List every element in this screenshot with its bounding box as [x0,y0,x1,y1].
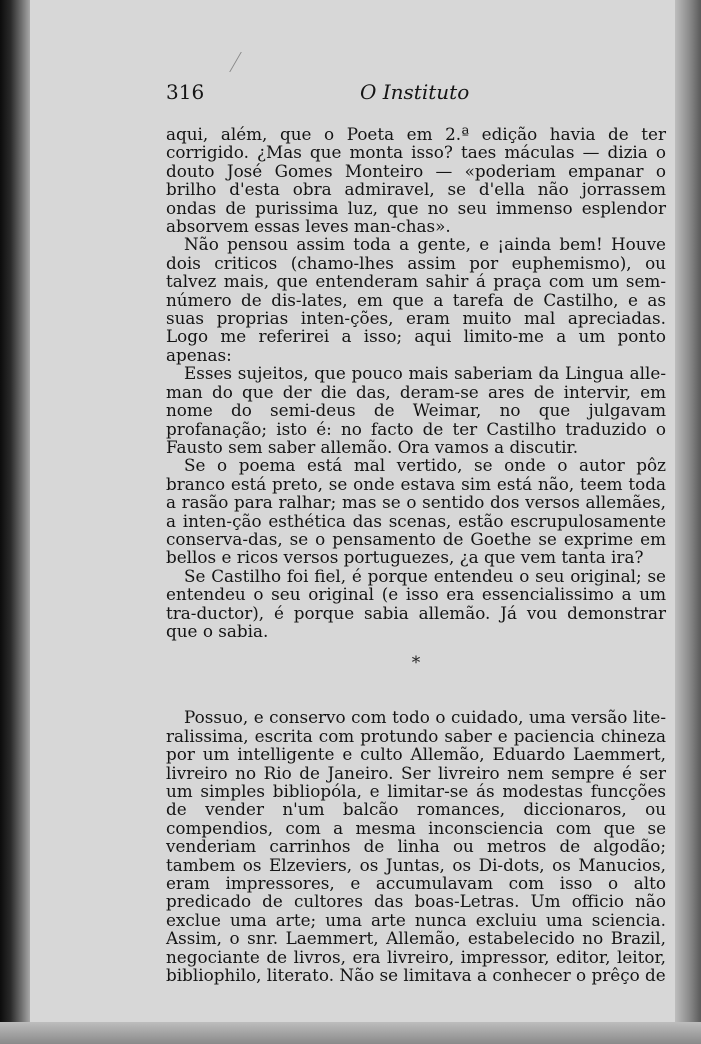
paragraph-6: Possuo, e conservo com todo o cuidado, uma versão lite-ralissima, escrita com protundo saber e paciencia chineza por um intelligente e culto Allemão, Eduardo Laemmert, livreiro no Rio de Janeiro. Ser livreiro nem sempre é ser um simples bibliopóla, e limitar-se ás modestas funcções de vender n'um balcão romances, diccionaros, ou compendios, com a mesma inconsciencia com que se venderiam carrinhos de linha ou metros de algodão; tambem os Elzeviers, os Juntas, os Di-dots, os Manucios, eram impressores, e accumulavam com isso o alto predicado de cultores das boas-Letras. Um officio não exclue uma arte; uma arte nunca excluiu uma sciencia. Assim, o snr. Laemmert, Allemão, estabelecido no Brazil, negociante de livros, era livreiro, impressor, editor, leitor, bibliophilo, literato. Não se limitava a conhecer o prêço de [166,707,666,986]
page-stack-edge-bottom [0,1022,701,1044]
section-separator: * [411,653,421,674]
paragraph-1: aqui, além, que o Poeta em 2.ª edição havia de ter corrigido. ¿Mas que monta isso? taes máculas — dizia o douto José Gomes Monteiro — «poderiam empanar o brilho d'esta obra admiravel, se d'ella não jorrassem ondas de purissima luz, que no seu immenso esplendor absorvem essas leves man-chas». [166,124,666,237]
page-stack-edge-right [675,0,701,1044]
running-title: O Instituto [360,80,470,104]
book-binding-shadow [0,0,30,1044]
body-text [166,125,666,984]
book-page [30,0,675,1022]
paragraph-5: Se Castilho foi fiel, é porque entendeu o seu original; se entendeu o seu original (e isso era essencialissimo a um tra-ductor), é porque sabia allemão. Já vou demonstrar que o sabia. [166,565,666,641]
paragraph-4: Se o poema está mal vertido, se onde o autor pôz branco está preto, se onde estava sim está não, teem toda a rasão para ralhar; mas se o sentido dos versos allemães, a inten-ção esthética das scenas, estão escrupulosamente conserva-das, se o pensamento de Goethe se exprime em bellos e ricos versos portuguezes, ¿a que vem tanta ira? [166,455,666,568]
pencil-mark [229,52,256,72]
page-number: 316 [166,80,205,104]
paragraph-2: Não pensou assim toda a gente, e ¡ainda bem! Houve dois criticos (chamo-lhes assim por euphemismo), ou talvez mais, que entenderam sahir á praça com um sem-número de dis-lates, em que a tarefa de Castilho, e as suas proprias inten-ções, eram muito mal apreciadas. Logo me referirei a isso; aqui limito-me a um ponto apenas: [166,234,666,365]
page-header [30,80,675,112]
paragraph-3: Esses sujeitos, que pouco mais saberiam da Lingua alle-man do que der die das, deram-se ares de intervir, em nome do semi-deus de Weimar, no que julgavam profanação; isto é: no facto de ter Castilho traduzido o Fausto sem saber allemão. Ora vamos a discutir. [166,363,666,457]
